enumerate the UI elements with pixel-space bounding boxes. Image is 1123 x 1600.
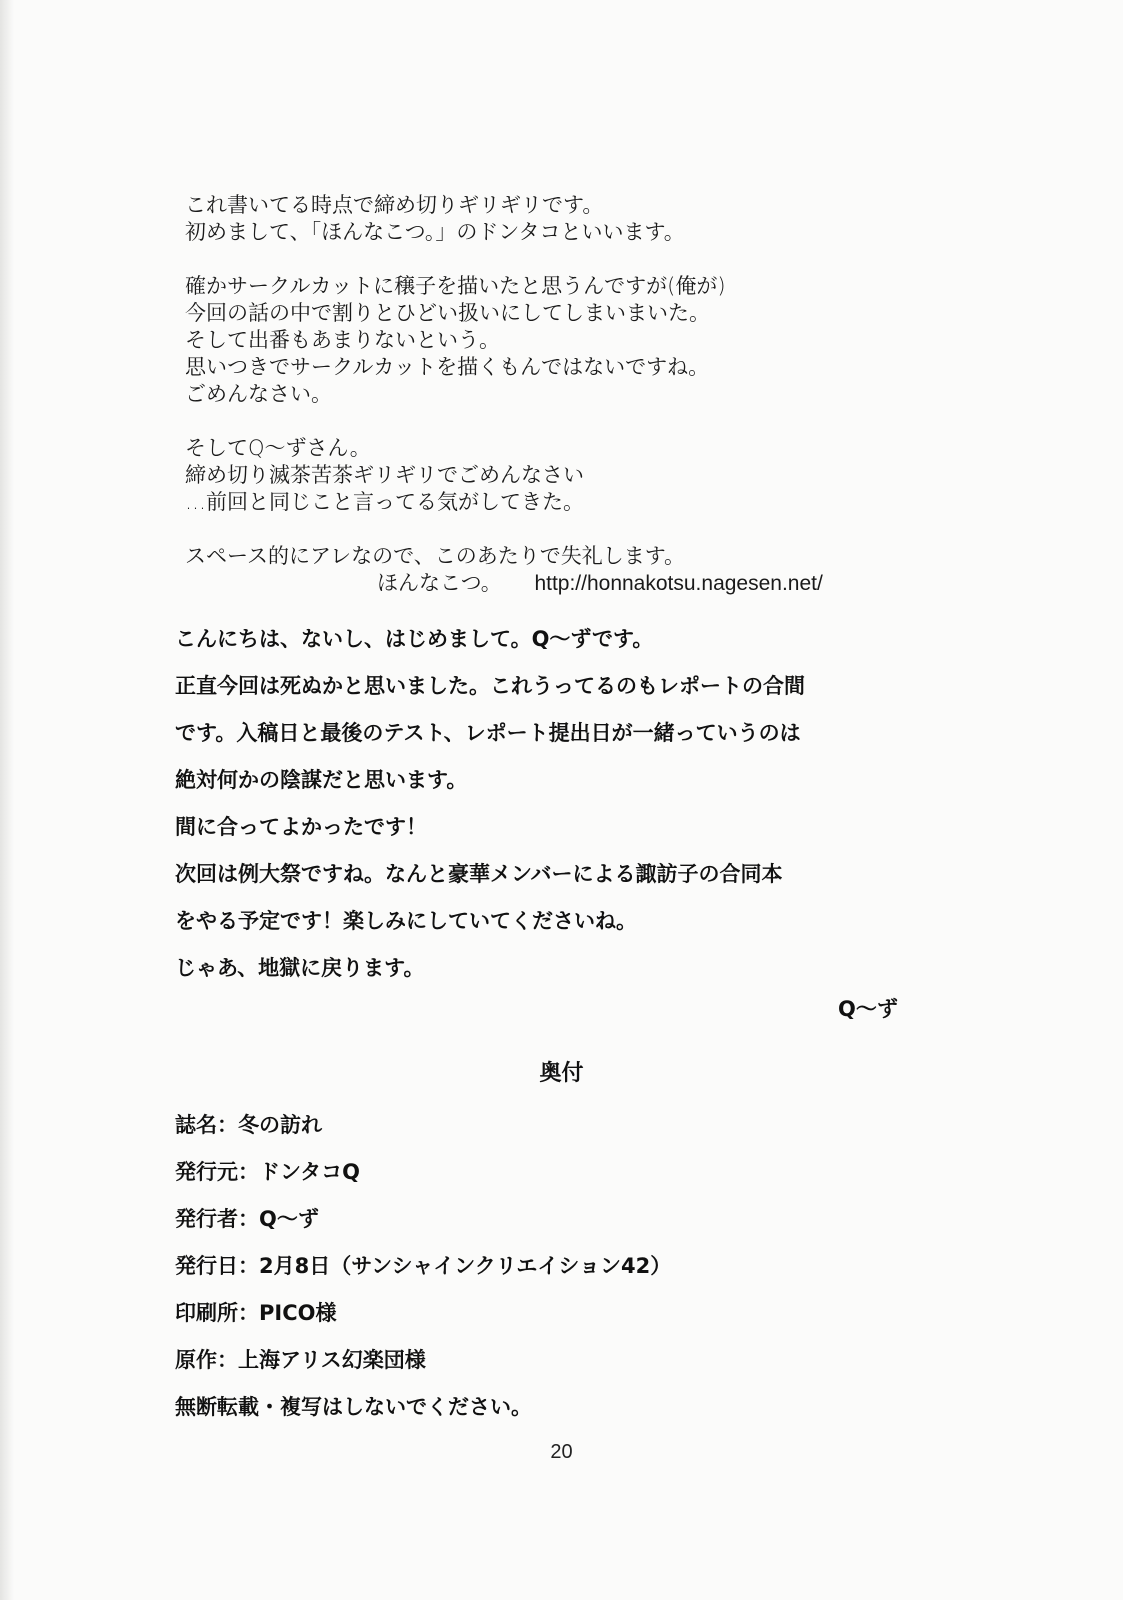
circle-name: ほんなこつ。 <box>377 571 502 595</box>
colophon-title: 奥付 <box>539 1061 584 1086</box>
text-line: こんにちは、ないし、はじめまして。Q～ずです。 <box>175 627 654 651</box>
text-line: です。入稿日と最後のテスト、レポート提出日が一緒っていうのは <box>175 721 801 745</box>
colophon-row: 印刷所：PICO様 <box>175 1301 337 1325</box>
afterword-dontako <box>185 192 945 597</box>
colophon-row: 無断転載・複写はしないでください。 <box>175 1395 532 1419</box>
text-line: これ書いてる時点で締め切りギリギリです。 <box>185 193 604 217</box>
afterword-paragraph <box>185 435 945 516</box>
signature-line <box>185 570 945 597</box>
text-line: 思いつきでサークルカットを描くもんではないですね。 <box>185 355 710 379</box>
text-line: ごめんなさい。 <box>185 382 332 406</box>
page-edge-shadow <box>0 0 14 1600</box>
text-line: 初めまして、「ほんなこつ。」のドンタコといいます。 <box>185 220 685 244</box>
text-line: 間に合ってよかったです！ <box>175 815 427 839</box>
colophon <box>175 1102 671 1431</box>
colophon-row: 発行者：Q～ず <box>175 1207 319 1231</box>
text-line: 今回の話の中で割りとひどい扱いにしてしまいまいた。 <box>185 301 710 325</box>
page-number: 20 <box>550 1441 573 1463</box>
afterword-author: Q～ず <box>838 997 898 1021</box>
afterword-q-zu <box>175 616 935 992</box>
afterword-paragraph <box>185 192 945 246</box>
colophon-row: 誌名：冬の訪れ <box>175 1113 322 1137</box>
text-line: スペース的にアレなので、このあたりで失礼します。 <box>185 544 686 568</box>
text-line: 正直今回は死ぬかと思いました。これうってるのもレポートの合間 <box>175 674 805 698</box>
afterword-paragraph <box>185 273 945 408</box>
text-line: 締め切り滅茶苦茶ギリギリでごめんなさい <box>185 463 584 487</box>
text-line: 絶対何かの陰謀だと思います。 <box>175 768 468 792</box>
text-line: そして出番もあまりないという。 <box>185 328 500 352</box>
text-line: そしてQ～ずさん。 <box>185 436 371 460</box>
colophon-row: 原作：上海アリス幻楽団様 <box>175 1348 426 1372</box>
text-line: …前回と同じこと言ってる気がしてきた。 <box>185 490 584 514</box>
text-line: 確かサークルカットに穣子を描いたと思うんですが(俺が) <box>185 274 726 298</box>
text-line: じゃあ、地獄に戻ります。 <box>175 956 425 980</box>
text-line: 次回は例大祭ですね。なんと豪華メンバーによる諏訪子の合同本 <box>175 862 783 886</box>
afterword-paragraph <box>185 543 945 597</box>
website-url: http://honnakotsu.nagesen.net/ <box>534 572 823 595</box>
colophon-row: 発行元：ドンタコQ <box>175 1160 361 1184</box>
text-line: をやる予定です！楽しみにしていてくださいね。 <box>175 909 637 933</box>
colophon-row: 発行日：2月8日（サンシャインクリエイション42） <box>175 1254 672 1278</box>
